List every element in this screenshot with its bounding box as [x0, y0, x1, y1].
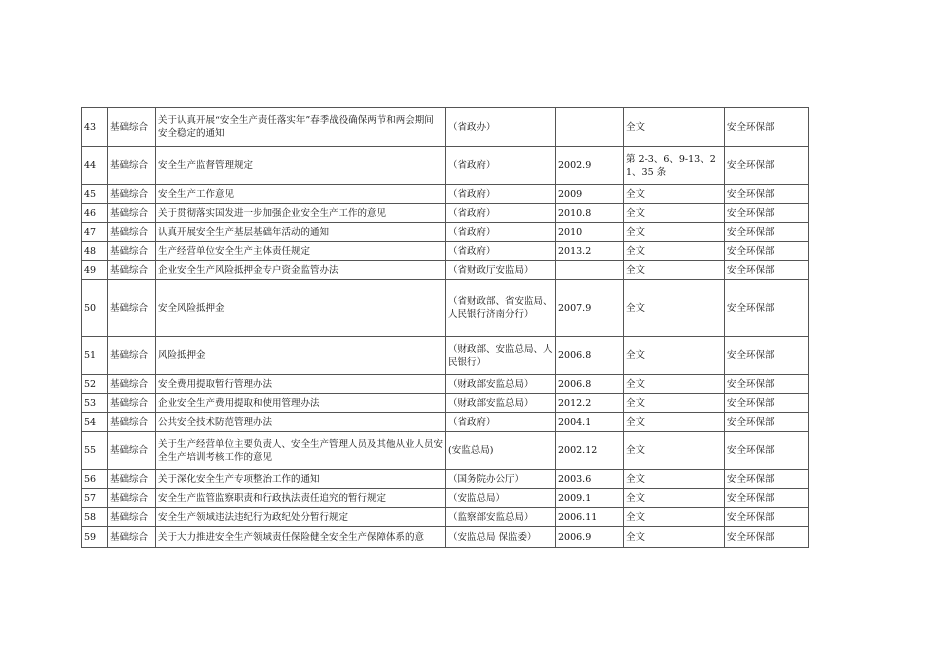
category-cell: 基础综合: [108, 242, 156, 261]
date-cell: 2007.9: [556, 280, 624, 337]
row-number: 56: [82, 470, 108, 489]
scope-cell: 全文: [624, 108, 725, 147]
title-cell: 安全风险抵押金: [156, 280, 446, 337]
issuer-cell: （财政部安监总局）: [446, 394, 556, 413]
title-cell: 安全费用提取暂行管理办法: [156, 375, 446, 394]
title-cell: 关于贯彻落实国发进一步加强企业安全生产工作的意见: [156, 204, 446, 223]
department-cell: 安全环保部: [725, 185, 809, 204]
issuer-cell: （监察部安监总局）: [446, 508, 556, 527]
date-cell: 2013.2: [556, 242, 624, 261]
department-cell: 安全环保部: [725, 489, 809, 508]
category-cell: 基础综合: [108, 432, 156, 470]
issuer-cell: （省政府）: [446, 413, 556, 432]
category-cell: 基础综合: [108, 394, 156, 413]
table-row: [82, 223, 809, 242]
category-cell: 基础综合: [108, 147, 156, 185]
issuer-cell: （安监总局 保监委）: [446, 527, 556, 548]
title-cell: 生产经营单位安全生产主体责任规定: [156, 242, 446, 261]
date-cell: 2012.2: [556, 394, 624, 413]
title-cell: 安全生产监管监察职责和行政执法责任追究的暂行规定: [156, 489, 446, 508]
table-row: [82, 204, 809, 223]
date-cell: 2002.9: [556, 147, 624, 185]
table-row: [82, 108, 809, 147]
department-cell: 安全环保部: [725, 147, 809, 185]
department-cell: 安全环保部: [725, 261, 809, 280]
scope-cell: 全文: [624, 261, 725, 280]
department-cell: 安全环保部: [725, 242, 809, 261]
department-cell: 安全环保部: [725, 375, 809, 394]
table-row: [82, 508, 809, 527]
scope-cell: 全文: [624, 470, 725, 489]
scope-cell: 全文: [624, 204, 725, 223]
scope-cell: 全文: [624, 223, 725, 242]
table-row: [82, 527, 809, 548]
table-row: [82, 375, 809, 394]
date-cell: 2006.9: [556, 527, 624, 548]
category-cell: 基础综合: [108, 185, 156, 204]
issuer-cell: （省政府）: [446, 185, 556, 204]
scope-cell: 全文: [624, 413, 725, 432]
title-cell: 风险抵押金: [156, 337, 446, 375]
table-row: [82, 280, 809, 337]
row-number: 43: [82, 108, 108, 147]
date-cell: [556, 261, 624, 280]
title-cell: 安全生产领域违法违纪行为政纪处分暂行规定: [156, 508, 446, 527]
row-number: 54: [82, 413, 108, 432]
category-cell: 基础综合: [108, 261, 156, 280]
table-body: [82, 108, 809, 548]
title-cell: 企业安全生产风险抵押金专户资金监管办法: [156, 261, 446, 280]
title-cell: 关于深化安全生产专项整治工作的通知: [156, 470, 446, 489]
date-cell: 2006.8: [556, 337, 624, 375]
title-cell: 公共安全技术防范管理办法: [156, 413, 446, 432]
department-cell: 安全环保部: [725, 204, 809, 223]
department-cell: 安全环保部: [725, 413, 809, 432]
regulations-table: [81, 107, 809, 548]
category-cell: 基础综合: [108, 470, 156, 489]
category-cell: 基础综合: [108, 508, 156, 527]
scope-cell: 全文: [624, 508, 725, 527]
table-row: [82, 337, 809, 375]
title-cell: 关于认真开展“安全生产责任落实年”春季战役确保两节和两会期间安全稳定的通知: [156, 108, 446, 147]
row-number: 52: [82, 375, 108, 394]
table-row: [82, 394, 809, 413]
issuer-cell: （省政府）: [446, 204, 556, 223]
scope-cell: 全文: [624, 527, 725, 548]
title-cell: 安全生产监督管理规定: [156, 147, 446, 185]
table-row: [82, 432, 809, 470]
issuer-cell: （省政府）: [446, 147, 556, 185]
row-number: 57: [82, 489, 108, 508]
row-number: 45: [82, 185, 108, 204]
category-cell: 基础综合: [108, 204, 156, 223]
category-cell: 基础综合: [108, 223, 156, 242]
row-number: 55: [82, 432, 108, 470]
table-row: [82, 413, 809, 432]
row-number: 58: [82, 508, 108, 527]
issuer-cell: （安监总局）: [446, 489, 556, 508]
date-cell: 2009.1: [556, 489, 624, 508]
category-cell: 基础综合: [108, 337, 156, 375]
department-cell: 安全环保部: [725, 508, 809, 527]
department-cell: 安全环保部: [725, 280, 809, 337]
category-cell: 基础综合: [108, 108, 156, 147]
table-row: [82, 470, 809, 489]
date-cell: 2003.6: [556, 470, 624, 489]
table-row: [82, 147, 809, 185]
scope-cell: 全文: [624, 242, 725, 261]
department-cell: 安全环保部: [725, 108, 809, 147]
date-cell: 2002.12: [556, 432, 624, 470]
scope-cell: 全文: [624, 489, 725, 508]
issuer-cell: （省政府）: [446, 223, 556, 242]
issuer-cell: (安监总局): [446, 432, 556, 470]
category-cell: 基础综合: [108, 527, 156, 548]
table-row: [82, 489, 809, 508]
date-cell: [556, 108, 624, 147]
department-cell: 安全环保部: [725, 432, 809, 470]
date-cell: 2009: [556, 185, 624, 204]
scope-cell: 全文: [624, 432, 725, 470]
issuer-cell: （省政办）: [446, 108, 556, 147]
row-number: 48: [82, 242, 108, 261]
scope-cell: 第 2-3、6、9-13、21、35 条: [624, 147, 725, 185]
date-cell: 2010: [556, 223, 624, 242]
issuer-cell: （省财政厅安监局）: [446, 261, 556, 280]
row-number: 49: [82, 261, 108, 280]
department-cell: 安全环保部: [725, 527, 809, 548]
department-cell: 安全环保部: [725, 223, 809, 242]
category-cell: 基础综合: [108, 280, 156, 337]
table-row: [82, 185, 809, 204]
issuer-cell: （国务院办公厅）: [446, 470, 556, 489]
table-row: [82, 261, 809, 280]
category-cell: 基础综合: [108, 413, 156, 432]
row-number: 59: [82, 527, 108, 548]
issuer-cell: （财政部安监总局）: [446, 375, 556, 394]
row-number: 53: [82, 394, 108, 413]
issuer-cell: （省政府）: [446, 242, 556, 261]
date-cell: 2010.8: [556, 204, 624, 223]
table-row: [82, 242, 809, 261]
scope-cell: 全文: [624, 280, 725, 337]
category-cell: 基础综合: [108, 375, 156, 394]
scope-cell: 全文: [624, 185, 725, 204]
date-cell: 2004.1: [556, 413, 624, 432]
row-number: 46: [82, 204, 108, 223]
scope-cell: 全文: [624, 337, 725, 375]
category-cell: 基础综合: [108, 489, 156, 508]
scope-cell: 全文: [624, 394, 725, 413]
department-cell: 安全环保部: [725, 337, 809, 375]
title-cell: 安全生产工作意见: [156, 185, 446, 204]
title-cell: 企业安全生产费用提取和使用管理办法: [156, 394, 446, 413]
date-cell: 2006.11: [556, 508, 624, 527]
row-number: 50: [82, 280, 108, 337]
issuer-cell: （财政部、安监总局、人民银行）: [446, 337, 556, 375]
department-cell: 安全环保部: [725, 394, 809, 413]
department-cell: 安全环保部: [725, 470, 809, 489]
title-cell: 关于生产经营单位主要负责人、安全生产管理人员及其他从业人员安全生产培训考核工作的意见: [156, 432, 446, 470]
row-number: 47: [82, 223, 108, 242]
scope-cell: 全文: [624, 375, 725, 394]
row-number: 51: [82, 337, 108, 375]
row-number: 44: [82, 147, 108, 185]
date-cell: 2006.8: [556, 375, 624, 394]
title-cell: 关于大力推进安全生产领域责任保险健全安全生产保障体系的意: [156, 527, 446, 548]
issuer-cell: （省财政部、省安监局、人民银行济南分行）: [446, 280, 556, 337]
title-cell: 认真开展安全生产基层基础年活动的通知: [156, 223, 446, 242]
